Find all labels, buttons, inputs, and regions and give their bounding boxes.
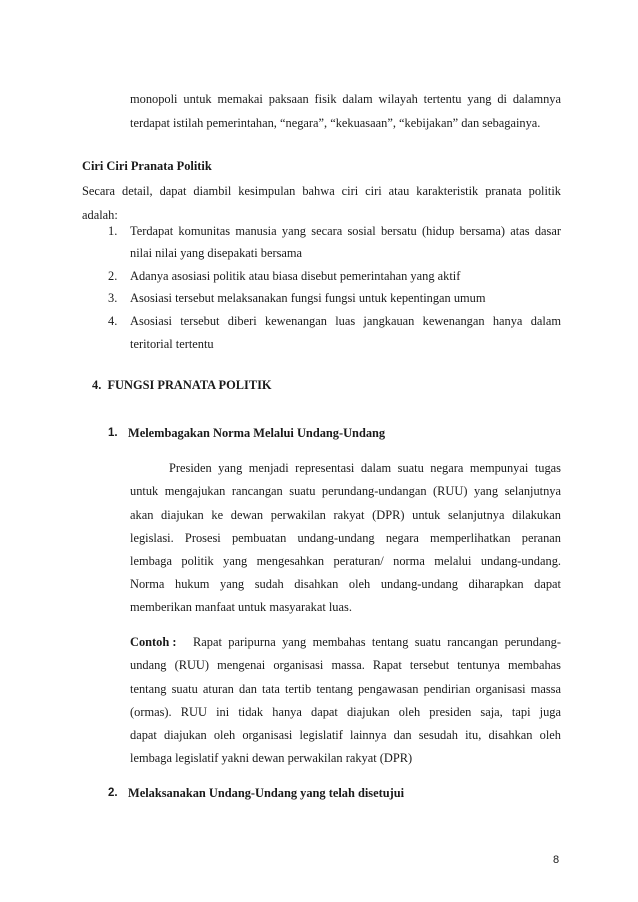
list-item-1-line-1: Terdapat komunitas manusia yang secara sosial bersatu (hidup bersama) atas dasar [130,224,561,238]
list-item-number: 2. [108,269,118,283]
list-item-1-line-2: nilai nilai yang disepakati bersama [130,246,303,260]
intro-line-2: terdapat istilah pemerintahan, “negara”, “kekuasaan”, “kebijakan” dan sebagainya. [130,116,541,130]
contoh-label: Contoh : [130,635,177,649]
page-number: 8 [553,854,560,866]
ciri-heading: Ciri Ciri Pranata Politik [82,159,212,173]
sub1-para-line-7: memberikan manfaat untuk masyarakat luas. [130,600,352,614]
subsection-2-number: 2. [108,787,118,799]
list-item-number: 3. [108,291,118,305]
contoh-line-6: lembaga legislatif yakni dewan perwakilan rakyat (DPR) [130,751,413,765]
contoh-line-2: undang (RUU) mengenai organisasi massa. Rapat tersebut tentunya membahas [130,658,561,672]
contoh-line-5: dapat diajukan oleh organisasi legislatif lainnya dan sesudah itu, disahkan oleh [130,728,561,742]
contoh-line-4: (ormas). RUU ini tidak hanya dapat diajukan oleh presiden saja, tapi juga [130,705,561,719]
subsection-2-title: Melaksanakan Undang-Undang yang telah disetujui [128,786,405,800]
contoh-line-1: Rapat paripurna yang membahas tentang suatu rancangan perundang- [193,635,561,649]
list-item-4-line-1: Asosiasi tersebut diberi kewenangan luas jangkauan kewenangan hanya dalam [130,314,561,328]
subsection-1-number: 1. [108,427,118,439]
list-item-4-line-2: teritorial tertentu [130,337,214,351]
contoh-line-3: tentang suatu aturan dan tata tertib tentang pengawasan pendirian organisasi massa [130,682,561,696]
list-item-number: 1. [108,224,118,238]
sub1-para-line-6: Norma hukum yang sudah disahkan oleh undang-undang diharapkan dapat [130,577,561,591]
section-heading: 4. FUNGSI PRANATA POLITIK [92,378,272,392]
ciri-paragraph-line-1: Secara detail, dapat diambil kesimpulan bahwa ciri ciri atau karakteristik pranata politik [82,184,561,198]
sub1-para-line-2: untuk mengajukan rancangan suatu perundang-undangan (RUU) yang selanjutnya [130,484,561,498]
sub1-para-line-5: lembaga politik yang mengesahkan peraturan/ norma melalui undang-undang. [130,554,561,568]
list-item-3: Asosiasi tersebut melaksanakan fungsi fungsi untuk kepentingan umum [130,291,486,305]
ciri-paragraph-line-2: adalah: [82,208,118,222]
intro-line-1: monopoli untuk memakai paksaan fisik dalam wilayah tertentu yang di dalamnya [130,92,561,106]
sub1-para-line-4: legislasi. Prosesi pembuatan undang-undang negara memperlihatkan peranan [130,531,561,545]
list-item-number: 4. [108,314,118,328]
subsection-1-title: Melembagakan Norma Melalui Undang-Undang [128,426,386,440]
sub1-para-line-3: akan diajukan ke dewan perwakilan rakyat (DPR) untuk selanjutnya dilakukan [130,508,561,522]
sub1-para-line-1: Presiden yang menjadi representasi dalam suatu negara mempunyai tugas [169,461,561,475]
list-item-2: Adanya asosiasi politik atau biasa disebut pemerintahan yang aktif [130,269,461,283]
